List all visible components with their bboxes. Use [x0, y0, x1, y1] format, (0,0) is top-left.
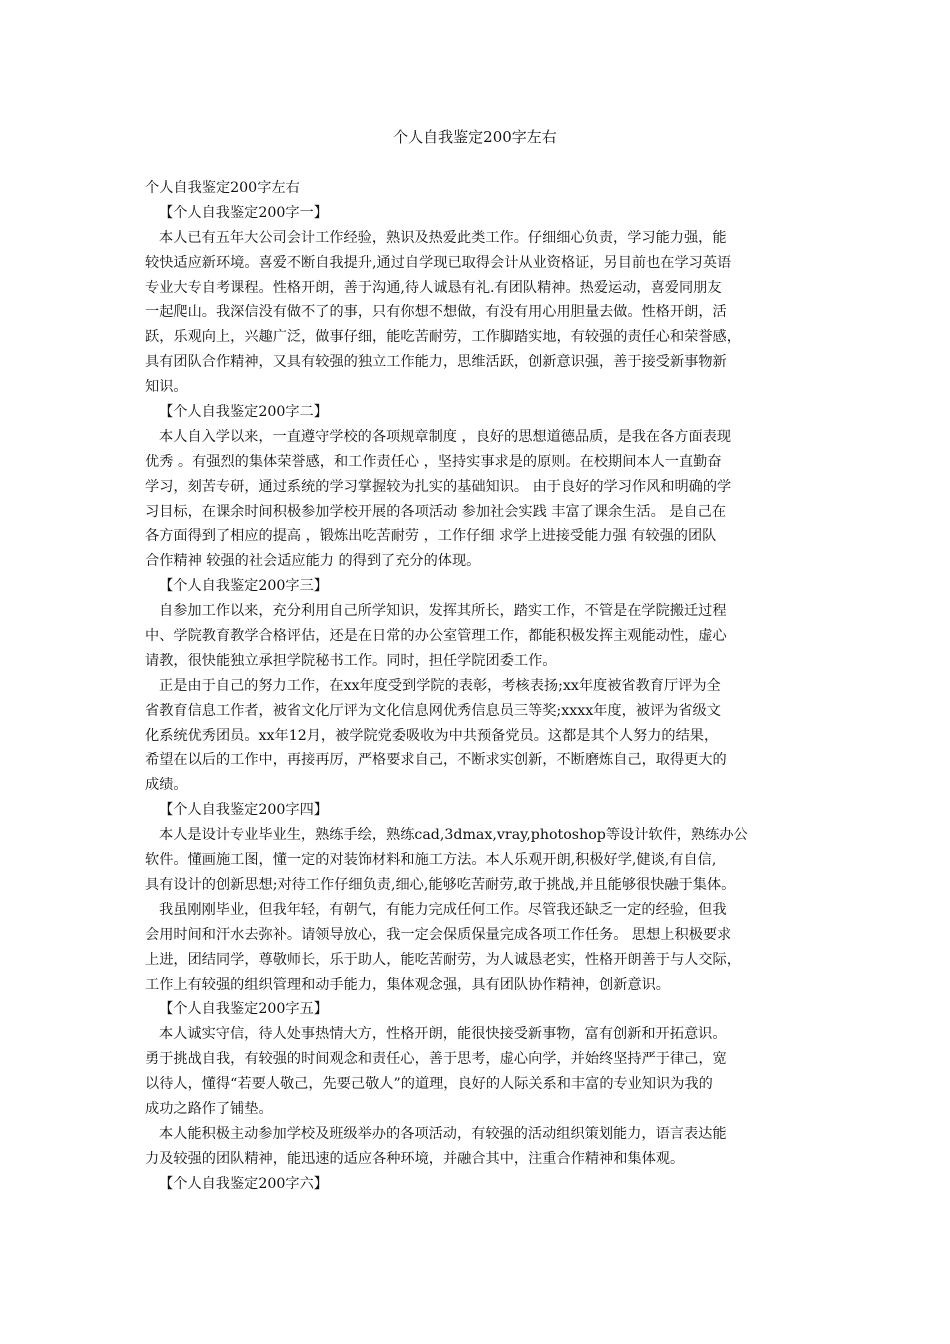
text-line: 勇于挑战自我，有较强的时间观念和责任心，善于思考，虚心向学，并始终坚持严于律己，宽 [145, 1051, 727, 1068]
text-line: 跃，乐观向上，兴趣广泛，做事仔细，能吃苦耐劳，工作脚踏实地，有较强的责任心和荣誉感， [145, 329, 741, 346]
text-line: 习目标，在课余时间积极参加学校开展的各项活动 参加社会实践 丰富了课余生活。 是自己在 [145, 503, 727, 520]
section-heading: 【个人自我鉴定200字二】 [159, 404, 328, 421]
text-line: 具有设计的创新思想;对待工作仔细负责,细心,能够吃苦耐劳,敢于挑战,并且能够很快融于集体。 [145, 876, 736, 893]
text-line: 软件。懂画施工图，懂一定的对装饰材料和施工方法。本人乐观开朗,积极好学,健谈,有自信, [145, 852, 717, 869]
text-line: 以待人，懂得“若要人敬己，先要己敬人”的道理，良好的人际关系和丰富的专业知识为我的 [145, 1076, 713, 1093]
text-line: 知识。 [145, 379, 188, 396]
text-line: 各方面得到了相应的提高 ，锻炼出吃苦耐劳 ，工作仔细 求学上进接受能力强 有较强的团队 [145, 528, 717, 545]
text-line: 自参加工作以来，充分利用自己所学知识，发挥其所长，踏实工作，不管是在学院搬迁过程 [159, 603, 727, 620]
text-line: 本人诚实守信，待人处事热情大方，性格开朗，能很快接受新事物，富有创新和开拓意识。 [159, 1026, 727, 1043]
text-line: 请教，很快能独立承担学院秘书工作。同时，担任学院团委工作。 [145, 652, 557, 669]
text-line: 省教育信息工作者，被省文化厅评为文化信息网优秀信息员三等奖;xxxx年度，被评为省级文 [145, 702, 721, 719]
text-line: 化系统优秀团员。xx年12月，被学院党委吸收为中共预备党员。这都是其个人努力的结果， [145, 727, 719, 744]
text-line: 上进，团结同学，尊敬师长，乐于助人，能吃苦耐劳，为人诚恳老实，性格开朗善于与人交际， [145, 951, 741, 968]
section-heading: 【个人自我鉴定200字四】 [159, 802, 328, 819]
text-line: 成功之路作了铺垫。 [145, 1100, 273, 1117]
text-line: 优秀 。有强烈的集体荣誉感，和工作责任心 ，坚持实事求是的原则。在校期间本人一直勤奋 [145, 453, 722, 470]
section-heading: 【个人自我鉴定200字五】 [159, 1001, 328, 1018]
text-line: 成绩。 [145, 777, 188, 794]
document-title: 个人自我鉴定200字左右 [393, 128, 557, 146]
text-line: 本人能积极主动参加学校及班级举办的各项活动，有较强的活动组织策划能力，语言表达能 [159, 1125, 727, 1142]
text-line: 个人自我鉴定200字左右 [145, 180, 300, 196]
text-line: 希望在以后的工作中，再接再厉，严格要求自己，不断求实创新，不断磨炼自己，取得更大的 [145, 752, 727, 769]
text-line: 会用时间和汗水去弥补。请领导放心，我一定会保质保量完成各项工作任务。 思想上积极要求 [145, 926, 732, 943]
text-line: 中、学院教育教学合格评估，还是在日常的办公室管理工作，都能积极发挥主观能动性，虚心 [145, 628, 727, 645]
text-line: 正是由于自己的努力工作，在xx年度受到学院的表彰，考核表扬;xx年度被省教育厅评为全 [159, 677, 721, 694]
text-line: 一起爬山。我深信没有做不了的事，只有你想不想做，有没有用心用胆量去做。性格开朗，活 [145, 304, 727, 321]
text-line: 我虽刚刚毕业，但我年轻，有朝气，有能力完成任何工作。尽管我还缺乏一定的经验，但我 [159, 901, 727, 918]
text-line: 本人自入学以来，一直遵守学校的各项规章制度 ，良好的思想道德品质，是我在各方面表现 [159, 428, 732, 445]
section-heading: 【个人自我鉴定200字六】 [159, 1175, 328, 1192]
section-heading: 【个人自我鉴定200字一】 [159, 204, 328, 221]
text-line: 合作精神 较强的社会适应能力 的得到了充分的体现。 [145, 553, 481, 570]
text-line: 专业大专自考课程。性格开朗，善于沟通,待人诚恳有礼.有团队精神。热爱运动，喜爱同朋友 [145, 279, 722, 296]
document-body [145, 176, 830, 1197]
text-line: 工作上有较强的组织管理和动手能力，集体观念强，具有团队协作精神，创新意识。 [145, 976, 670, 993]
section-heading: 【个人自我鉴定200字三】 [159, 578, 328, 595]
text-line: 本人已有五年大公司会计工作经验，熟识及热爱此类工作。仔细细心负责，学习能力强，能 [159, 229, 727, 246]
text-line: 本人是设计专业毕业生，熟练手绘，熟练cad,3dmax,vray,photoshop等设计软件，熟练办公 [159, 827, 748, 844]
text-line: 较快适应新环境。喜爱不断自我提升,通过自学现已取得会计从业资格证，另目前也在学习英语 [145, 254, 732, 271]
text-line: 具有团队合作精神，又具有较强的独立工作能力，思维活跃，创新意识强，善于接受新事物新 [145, 354, 727, 371]
text-line: 力及较强的团队精神，能迅速的适应各种环境，并融合其中，注重合作精神和集体观。 [145, 1150, 685, 1167]
text-line: 学习，刻苦专研，通过系统的学习掌握较为扎实的基础知识。 由于良好的学习作风和明确的学 [145, 478, 732, 495]
